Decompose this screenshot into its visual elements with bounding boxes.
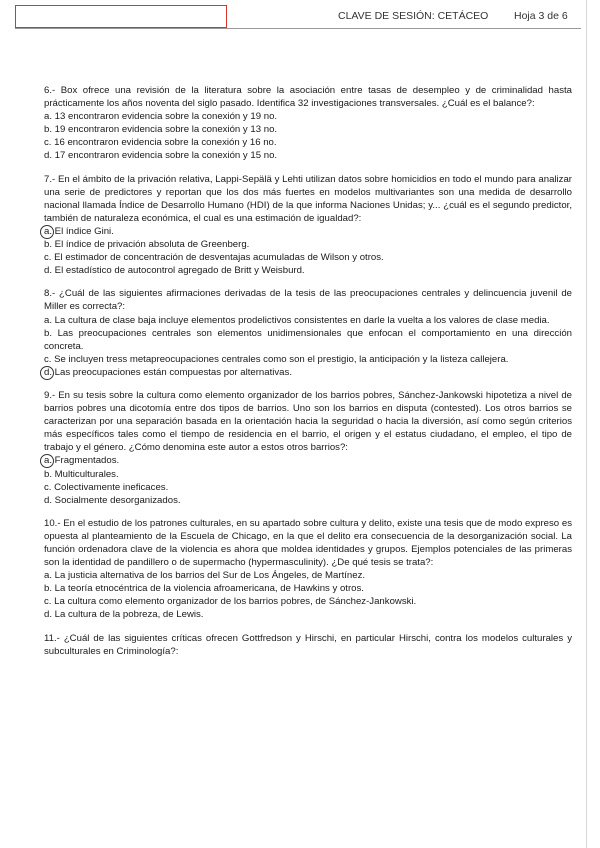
option-a: a. La justicia alternativa de los barrios del Sur de Los Ángeles, de Martínez.	[44, 570, 366, 582]
option-a: a. La cultura de clase baja incluye elementos prodelictivos consistentes en darle la vuelta a los valores de clase media.	[44, 314, 550, 326]
option-a-selected: a. Fragmentados.	[44, 454, 572, 467]
option-d: d. Socialmente desorganizados.	[44, 494, 181, 506]
question-10	[44, 517, 572, 622]
option-b: b. 19 encontraron evidencia sobre la conexión y 13 no.	[44, 124, 278, 136]
question-text: 6.- Box ofrece una revisión de la literatura sobre la asociación entre tasas de desempleo y de criminalidad hasta prácticamente los años noventa del siglo pasado. Identifica 32 investigaciones transversales. ¿Cuál es el balance?:	[44, 85, 572, 110]
question-11	[44, 632, 572, 658]
option-b: b. La teoría etnocéntrica de la violencia afroamericana, de Hawkins y otros.	[44, 583, 364, 595]
question-text: 8.- ¿Cuál de las siguientes afirmaciones derivadas de la tesis de las preocupaciones centrales y delincuencia juvenil de Miller es correcta?:	[44, 288, 572, 313]
option-d: d. 17 encontraron evidencia sobre la conexión y 15 no.	[44, 150, 278, 162]
question-text: 11.- ¿Cuál de las siguientes críticas ofrecen Gottfredson y Hirschi, en particular Hirschi, contra los modelos culturales y subculturales en Criminología?:	[44, 632, 572, 657]
page-number-label: Hoja 3 de 6	[514, 10, 568, 22]
option-c: c. Se incluyen tress metapreocupaciones centrales como son el prestigio, la anticipación y la listeza callejera.	[44, 353, 509, 365]
option-b: b. Multiculturales.	[44, 468, 119, 480]
question-text: 9.- En su tesis sobre la cultura como elemento organizador de los barrios pobres, Sánchez-Jankowski hipotetiza a nivel de barrios pobres una dicotomía entre dos tipos de barrios. Uno son los barrios en disputa (contested). Los otros barrios se caracterizan por una separación basada en la orientación hacia la seguridad o hacia la diversión, así como según criterios más específicos tales como el tiempo de residencia en el barrio, el origen y el estatus ciudadano, el empleo, el tipo de trabajo y el género. ¿Cómo denomina este autor a estos otros barrios?:	[44, 389, 572, 454]
option-c: c. Colectivamente ineficaces.	[44, 481, 169, 493]
page-edge	[586, 0, 587, 848]
question-text: 10.- En el estudio de los patrones culturales, en su apartado sobre cultura y delito, existe una tesis que de modo expreso es opuesta al planteamiento de la Escuela de Chicago, en la que el delito era consecuencia de la desorganización social. La función ordenadora clave de la violencia es ahora que moldea identidades y grupos. Ejemplos potenciales de las primeras son la identidad de pandillero o de supermacho (hypermasculinity). ¿De qué tesis se trata?:	[44, 517, 572, 569]
option-a-selected: a. El índice Gini.	[44, 225, 572, 238]
option-a: a. 13 encontraron evidencia sobre la conexión y 19 no.	[44, 111, 278, 123]
question-6	[44, 84, 572, 163]
header-divider	[15, 28, 581, 29]
option-c: c. El estimador de concentración de desventajas acumuladas de Wilson y otros.	[44, 252, 384, 264]
question-7	[44, 173, 572, 278]
name-field-box[interactable]	[15, 5, 227, 28]
option-b: b. El índice de privación absoluta de Greenberg.	[44, 239, 250, 251]
questions-body	[44, 84, 572, 668]
option-c: c. 16 encontraron evidencia sobre la conexión y 16 no.	[44, 137, 277, 149]
option-b: b. Las preocupaciones centrales son elementos unidimensionales que enfocan el comportamiento en una dirección concreta.	[44, 327, 572, 352]
option-d: d. El estadístico de autocontrol agregado de Britt y Weisburd.	[44, 265, 305, 277]
option-d: d. La cultura de la pobreza, de Lewis.	[44, 609, 204, 621]
session-key-label: CLAVE DE SESIÓN: CETÁCEO	[338, 10, 489, 22]
question-9	[44, 389, 572, 507]
question-text: 7.- En el ámbito de la privación relativa, Lappi-Sepälä y Lehti utilizan datos sobre homicidios en todo el mundo para analizar una serie de predictores y reportan que los dos más fuertes en modelos multivariantes son una medida de desarrollo nacional llamada Índice de Desarrollo Humano (HDI) de la que informa Naciones Unidas; y... ¿cuál es el segundo predictor, también de naturaleza económica, el cual es una estimación de igualdad?:	[44, 173, 572, 224]
option-c: c. La cultura como elemento organizador de los barrios pobres, de Sánchez-Jankowski.	[44, 596, 417, 608]
question-8	[44, 287, 572, 379]
option-d-selected: d. Las preocupaciones están compuestas por alternativas.	[44, 366, 572, 379]
